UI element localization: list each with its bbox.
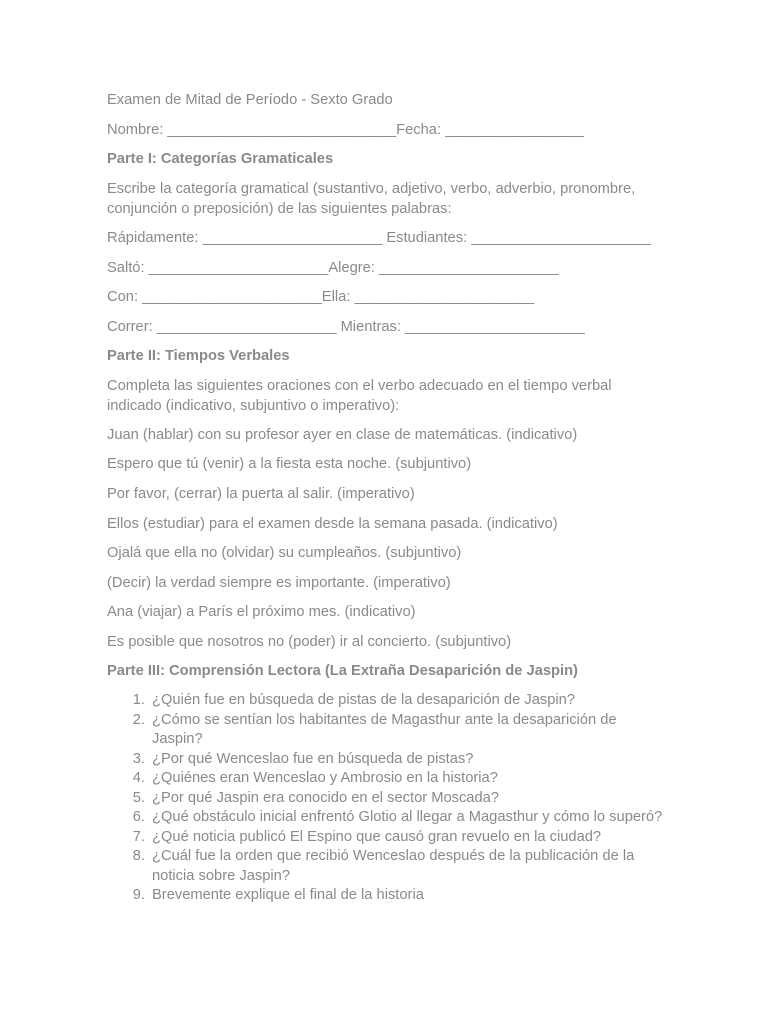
question-text: ¿Por qué Jaspin era conocido en el sector Moscada? [152, 789, 499, 806]
verb-sentence: Ana (viajar) a París el próximo mes. (indicativo) [107, 604, 416, 620]
question-item [107, 789, 667, 809]
part3-heading: Parte III: Comprensión Lectora (La Extraña Desaparición de Jaspin) [107, 663, 578, 679]
question-number: 6. [132, 809, 145, 825]
question-item [107, 886, 667, 906]
part2-instructions: Completa las siguientes oraciones con el verbo adecuado en el tiempo verbal indicado (indicativo, subjuntivo o imperativo): [107, 378, 612, 414]
question-item [107, 750, 667, 770]
question-text: ¿Quién fue en búsqueda de pistas de la desaparición de Jaspin? [152, 692, 575, 708]
question-number: 1. [132, 692, 145, 708]
question-number: 9. [132, 887, 145, 903]
question-text: ¿Qué noticia publicó El Espino que causó gran revuelo en la ciudad? [152, 828, 602, 845]
question-number: 2. [132, 711, 145, 728]
question-number: 7. [132, 828, 145, 845]
question-list [107, 691, 667, 906]
question-number: 3. [132, 750, 145, 767]
part2-heading: Parte II: Tiempos Verbales [107, 348, 290, 364]
question-number: 5. [132, 789, 145, 806]
question-text: ¿Por qué Wenceslao fue en búsqueda de pistas? [152, 750, 474, 767]
question-number: 8. [132, 848, 145, 864]
word-row: Con: ______________________Ella: ______________________ [107, 289, 535, 305]
question-item [107, 847, 667, 886]
verb-sentence: Juan (hablar) con su profesor ayer en clase de matemáticas. (indicativo) [107, 427, 578, 443]
verb-sentence: (Decir) la verdad siempre es importante. (imperativo) [107, 575, 451, 591]
verb-sentence: Ojalá que ella no (olvidar) su cumpleaños. (subjuntivo) [107, 545, 462, 561]
exam-title: Examen de Mitad de Período - Sexto Grado [107, 92, 393, 108]
question-text: Brevemente explique el final de la historia [152, 887, 424, 903]
question-item [107, 711, 667, 750]
question-text: ¿Cómo se sentían los habitantes de Magasthur ante la desaparición de Jaspin? [152, 711, 617, 747]
verb-sentence: Ellos (estudiar) para el examen desde la semana pasada. (indicativo) [107, 516, 558, 532]
question-item [107, 828, 667, 848]
word-row: Correr: ______________________ Mientras: ______________________ [107, 319, 585, 335]
word-row: Saltó: ______________________Alegre: ______________________ [107, 260, 559, 276]
verb-sentence: Por favor, (cerrar) la puerta al salir. (imperativo) [107, 486, 415, 502]
question-text: ¿Quiénes eran Wenceslao y Ambrosio en la historia? [152, 770, 498, 786]
name-date-fields: Nombre: ____________________________Fecha: _________________ [107, 122, 584, 138]
part1-heading: Parte I: Categorías Gramaticales [107, 151, 334, 167]
question-item [107, 769, 667, 789]
verb-sentence: Espero que tú (venir) a la fiesta esta noche. (subjuntivo) [107, 456, 472, 472]
verb-sentence: Es posible que nosotros no (poder) ir al concierto. (subjuntivo) [107, 634, 512, 650]
word-row: Rápidamente: ______________________ Estudiantes: ______________________ [107, 230, 651, 246]
question-item [107, 808, 667, 828]
question-item [107, 691, 667, 711]
question-number: 4. [132, 770, 145, 786]
part1-instructions: Escribe la categoría gramatical (sustantivo, adjetivo, verbo, adverbio, pronombre, conjunción o preposición) de las siguientes palabras: [107, 181, 636, 217]
question-text: ¿Cuál fue la orden que recibió Wenceslao después de la publicación de la noticia sobre Jaspin? [152, 848, 635, 884]
question-text: ¿Qué obstáculo inicial enfrentó Glotio al llegar a Magasthur y cómo lo superó? [152, 809, 663, 825]
